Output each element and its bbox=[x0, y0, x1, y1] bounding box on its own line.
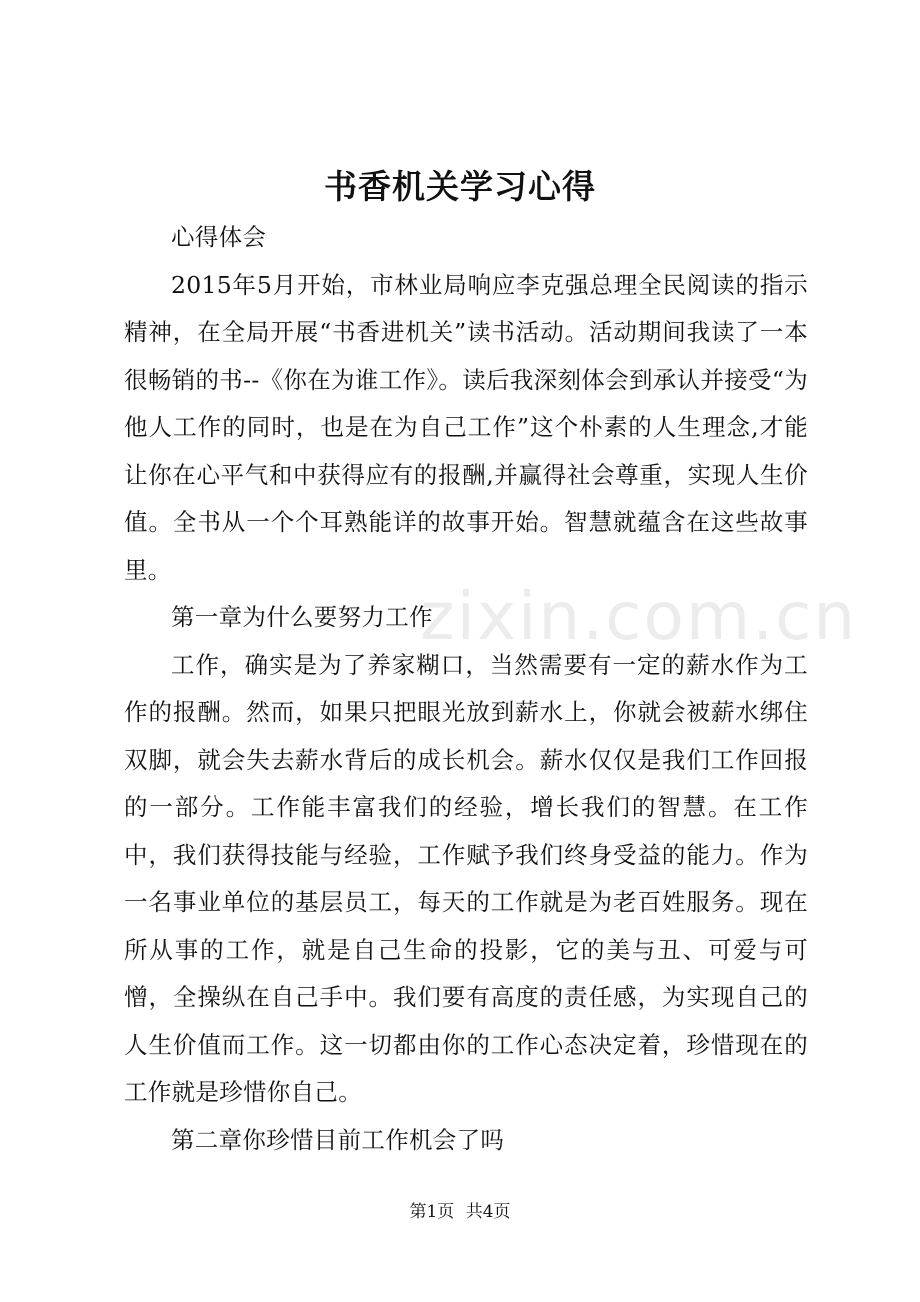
paragraph-intro: 2015年5月开始，市林业局响应李克强总理全民阅读的指示精神，在全局开展“书香进机关”读书活动。活动期间我读了一本很畅销的书--《你在为谁工作》。读后我深刻体会到承认并接受“为他人工作的同时，也是在为自己工作”这个朴素的人生理念,才能让你在心平气和中获得应有的报酬,并赢得社会尊重，实现人生价值。全书从一个个耳熟能详的故事开始。智慧就蕴含在这些故事里。 bbox=[124, 270, 808, 584]
chapter-heading-1: 第一章为什么要努力工作 bbox=[171, 603, 433, 631]
document-body bbox=[124, 214, 808, 1164]
page-footer bbox=[0, 1200, 920, 1224]
section-heading-xinde: 心得体会 bbox=[171, 223, 267, 251]
document-title: 书香机关学习心得 bbox=[324, 167, 596, 206]
watermark: zixin.com.cn bbox=[420, 578, 858, 655]
chapter-heading-2: 第二章你珍惜目前工作机会了吗 bbox=[171, 1125, 505, 1154]
paragraph-chapter-1: 工作，确实是为了养家糊口，当然需要有一定的薪水作为工作的报酬。然而，如果只把眼光放到薪水上，你就会被薪水绑住双脚，就会失去薪水背后的成长机会。薪水仅仅是我们工作回报的一部分。工作能丰富我们的经验，增长我们的智慧。在工作中，我们获得技能与经验，工作赋予我们终身受益的能力。作为一名事业单位的基层员工，每天的工作就是为老百姓服务。现在所从事的工作，就是自己生命的投影，它的美与丑、可爱与可憎，全操纵在自己手中。我们要有高度的责任感，为实现自己的人生价值而工作。这一切都由你的工作心态决定着，珍惜现在的工作就是珍惜你自己。 bbox=[124, 650, 808, 1106]
page-total: 共4页 bbox=[465, 1202, 511, 1222]
page-number: 第1页 bbox=[409, 1202, 455, 1222]
